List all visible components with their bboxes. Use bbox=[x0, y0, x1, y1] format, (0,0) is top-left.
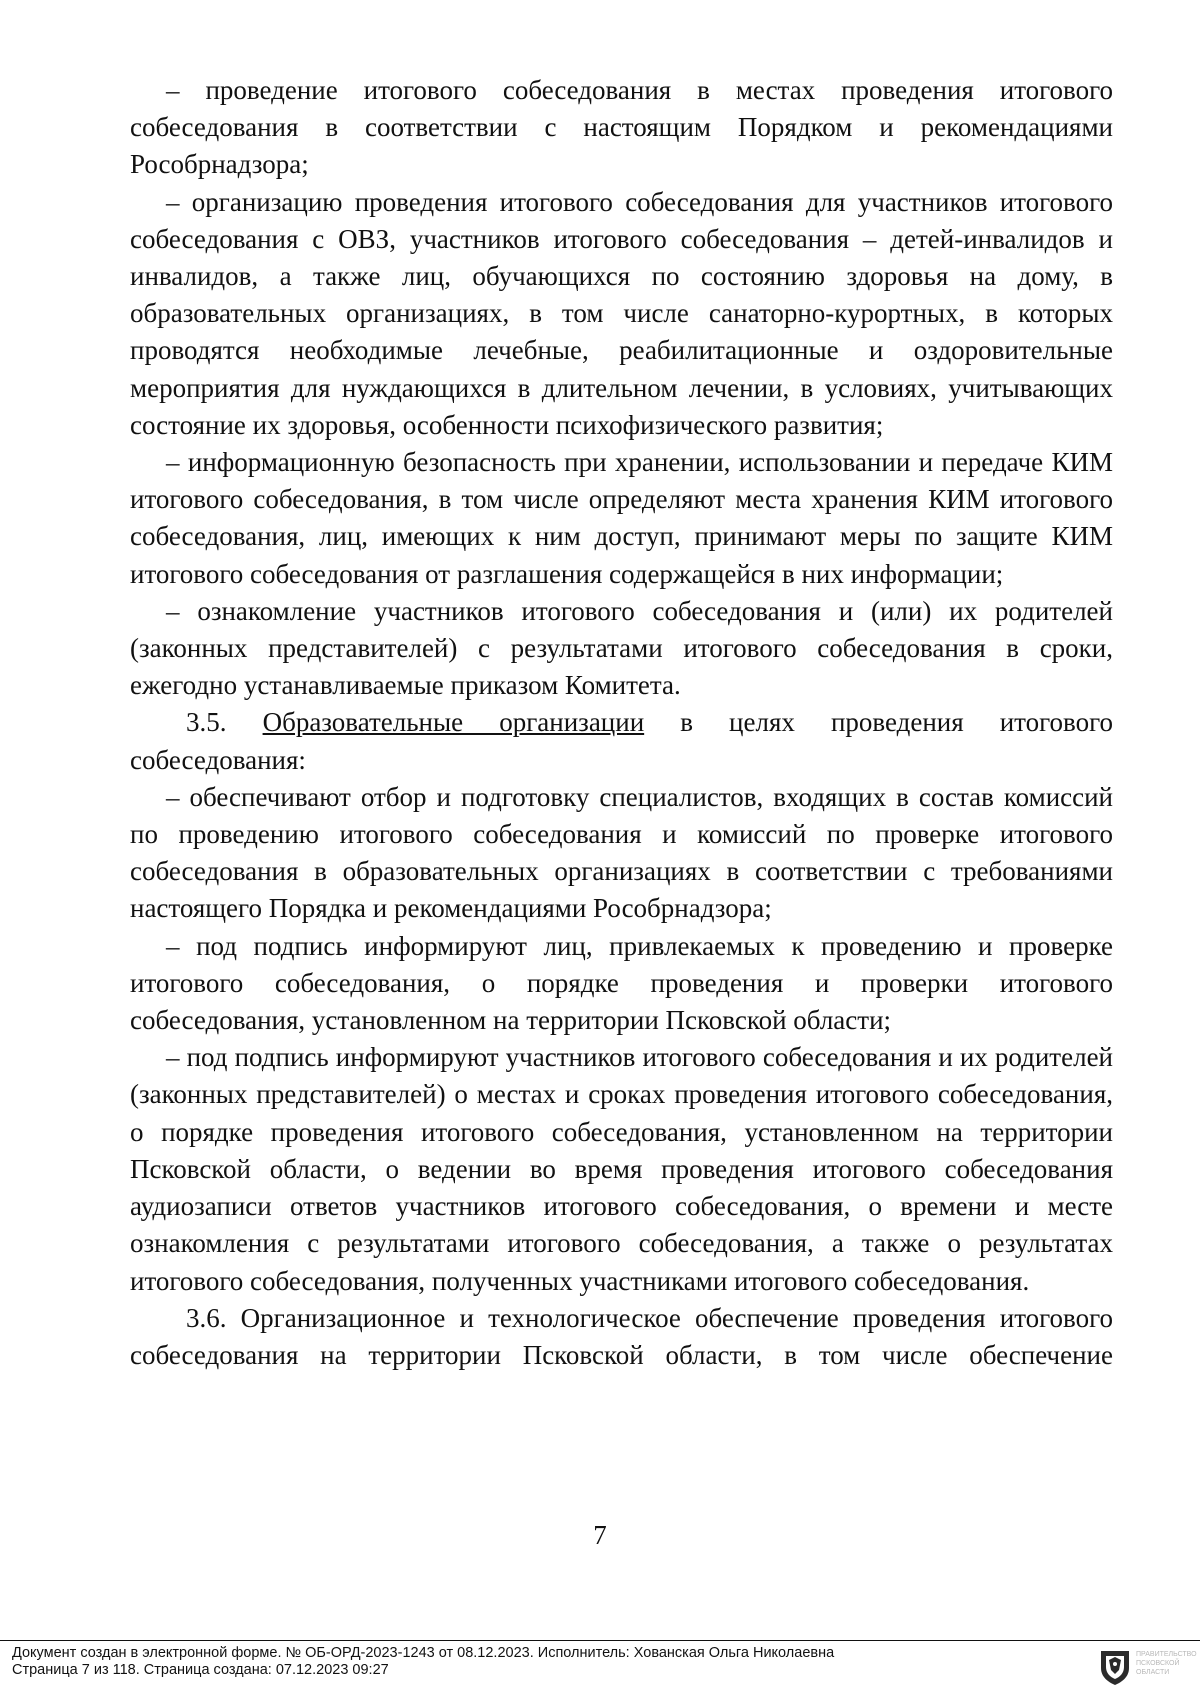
bullet-paragraph bbox=[130, 779, 1113, 928]
document-body bbox=[130, 72, 1113, 1374]
dash-marker: – bbox=[166, 1042, 180, 1073]
bullet-paragraph bbox=[130, 928, 1113, 1040]
section-3-6-paragraph bbox=[130, 1300, 1113, 1374]
emblem-caption: ПРАВИТЕЛЬСТВО ПСКОВСКОЙ ОБЛАСТИ bbox=[1136, 1651, 1197, 1676]
bullet-paragraph bbox=[130, 1039, 1113, 1299]
paragraph-text: под подпись информируют лиц, привлекаемых к проведению и проверке итогового собеседования, о порядке проведения и проверки итогового собеседования, установленном на территории Псковской области; bbox=[130, 930, 1114, 1036]
page-number: 7 bbox=[593, 1520, 607, 1550]
dash-marker: – bbox=[166, 781, 180, 812]
paragraph-text: организацию проведения итогового собеседования для участников итогового собеседования с ОВЗ, участников итогового собеседования – детей-инвалидов и инвалидов, а также лиц, обучающихся по состоянию здоровья на дому, в образовательных организациях, в том числе санаторно-курортных, в которых проводятся необходимые лечебные, реабилитационные и оздоровительные мероприятия для нуждающихся в длительном лечении, в условиях, учитывающих состояние их здоровья, особенности психофизического развития; bbox=[130, 186, 1113, 440]
bullet-paragraph bbox=[130, 593, 1113, 705]
bullet-paragraph bbox=[130, 72, 1113, 184]
dash-marker: – bbox=[166, 75, 180, 105]
paragraph-text: информационную безопасность при хранении, использовании и передаче КИМ итогового собеседования, в том числе определяют места хранения КИМ итогового собеседования, лиц, имеющих к ним доступ, принимают меры по защите КИМ итогового собеседования от разглашения содержащейся в них информации; bbox=[130, 447, 1113, 589]
footer-info bbox=[12, 1645, 834, 1679]
paragraph-text: ознакомление участников итогового собеседования и (или) их родителей (законных представителей) с результатами итогового собеседования в сроки, ежегодно устанавливаемые приказом Комитета. bbox=[130, 595, 1113, 701]
footer-divider bbox=[0, 1640, 1200, 1641]
footer-line-document: Документ создан в электронной форме. № ОБ-ОРД-2023-1243 от 08.12.2023. Исполнитель: Хованская Ольга Николаевна bbox=[12, 1645, 835, 1661]
section-subject: Образовательные организации bbox=[262, 707, 645, 738]
bullet-paragraph bbox=[130, 444, 1113, 593]
dash-marker: – bbox=[166, 186, 180, 217]
pskov-region-emblem-icon bbox=[1098, 1648, 1132, 1686]
section-3-5-heading bbox=[130, 704, 1113, 778]
paragraph-text: под подпись информируют участников итогового собеседования и их родителей (законных представителей) о местах и сроках проведения итогового собеседования, о порядке проведения итогового собеседования, установленном на территории Псковской области, о ведении во время проведения итогового собеседования аудиозаписи ответов участников итогового собеседования, о времени и месте ознакомления с результатами итогового собеседования, а также о результатах итогового собеседования, полученных участниками итогового собеседования. bbox=[130, 1042, 1113, 1296]
bullet-paragraph bbox=[130, 184, 1113, 444]
section-number: 3.5. bbox=[186, 707, 227, 738]
dash-marker: – bbox=[166, 595, 180, 626]
paragraph-text: обеспечивают отбор и подготовку специалистов, входящих в состав комиссий по проведению итогового собеседования и комиссий по проверке итогового собеседования в образовательных организациях в соответствии с требованиями настоящего Порядка и рекомендациями Рособрнадзора; bbox=[130, 781, 1114, 924]
section-text: в целях проведения итогового собеседования: bbox=[130, 707, 1113, 775]
dash-marker: – bbox=[166, 447, 180, 478]
paragraph-text: проведение итогового собеседования в местах проведения итогового собеседования в соответствии с настоящим Порядком и рекомендациями Рособрнадзора; bbox=[130, 75, 1114, 180]
dash-marker: – bbox=[166, 930, 180, 961]
paragraph-text: 3.6. Организационное и технологическое обеспечение проведения итогового собеседования на территории Псковской области, в том числе обеспечение bbox=[130, 1302, 1113, 1370]
footer-line-page: Страница 7 из 118. Страница создана: 07.12.2023 09:27 bbox=[12, 1662, 389, 1678]
